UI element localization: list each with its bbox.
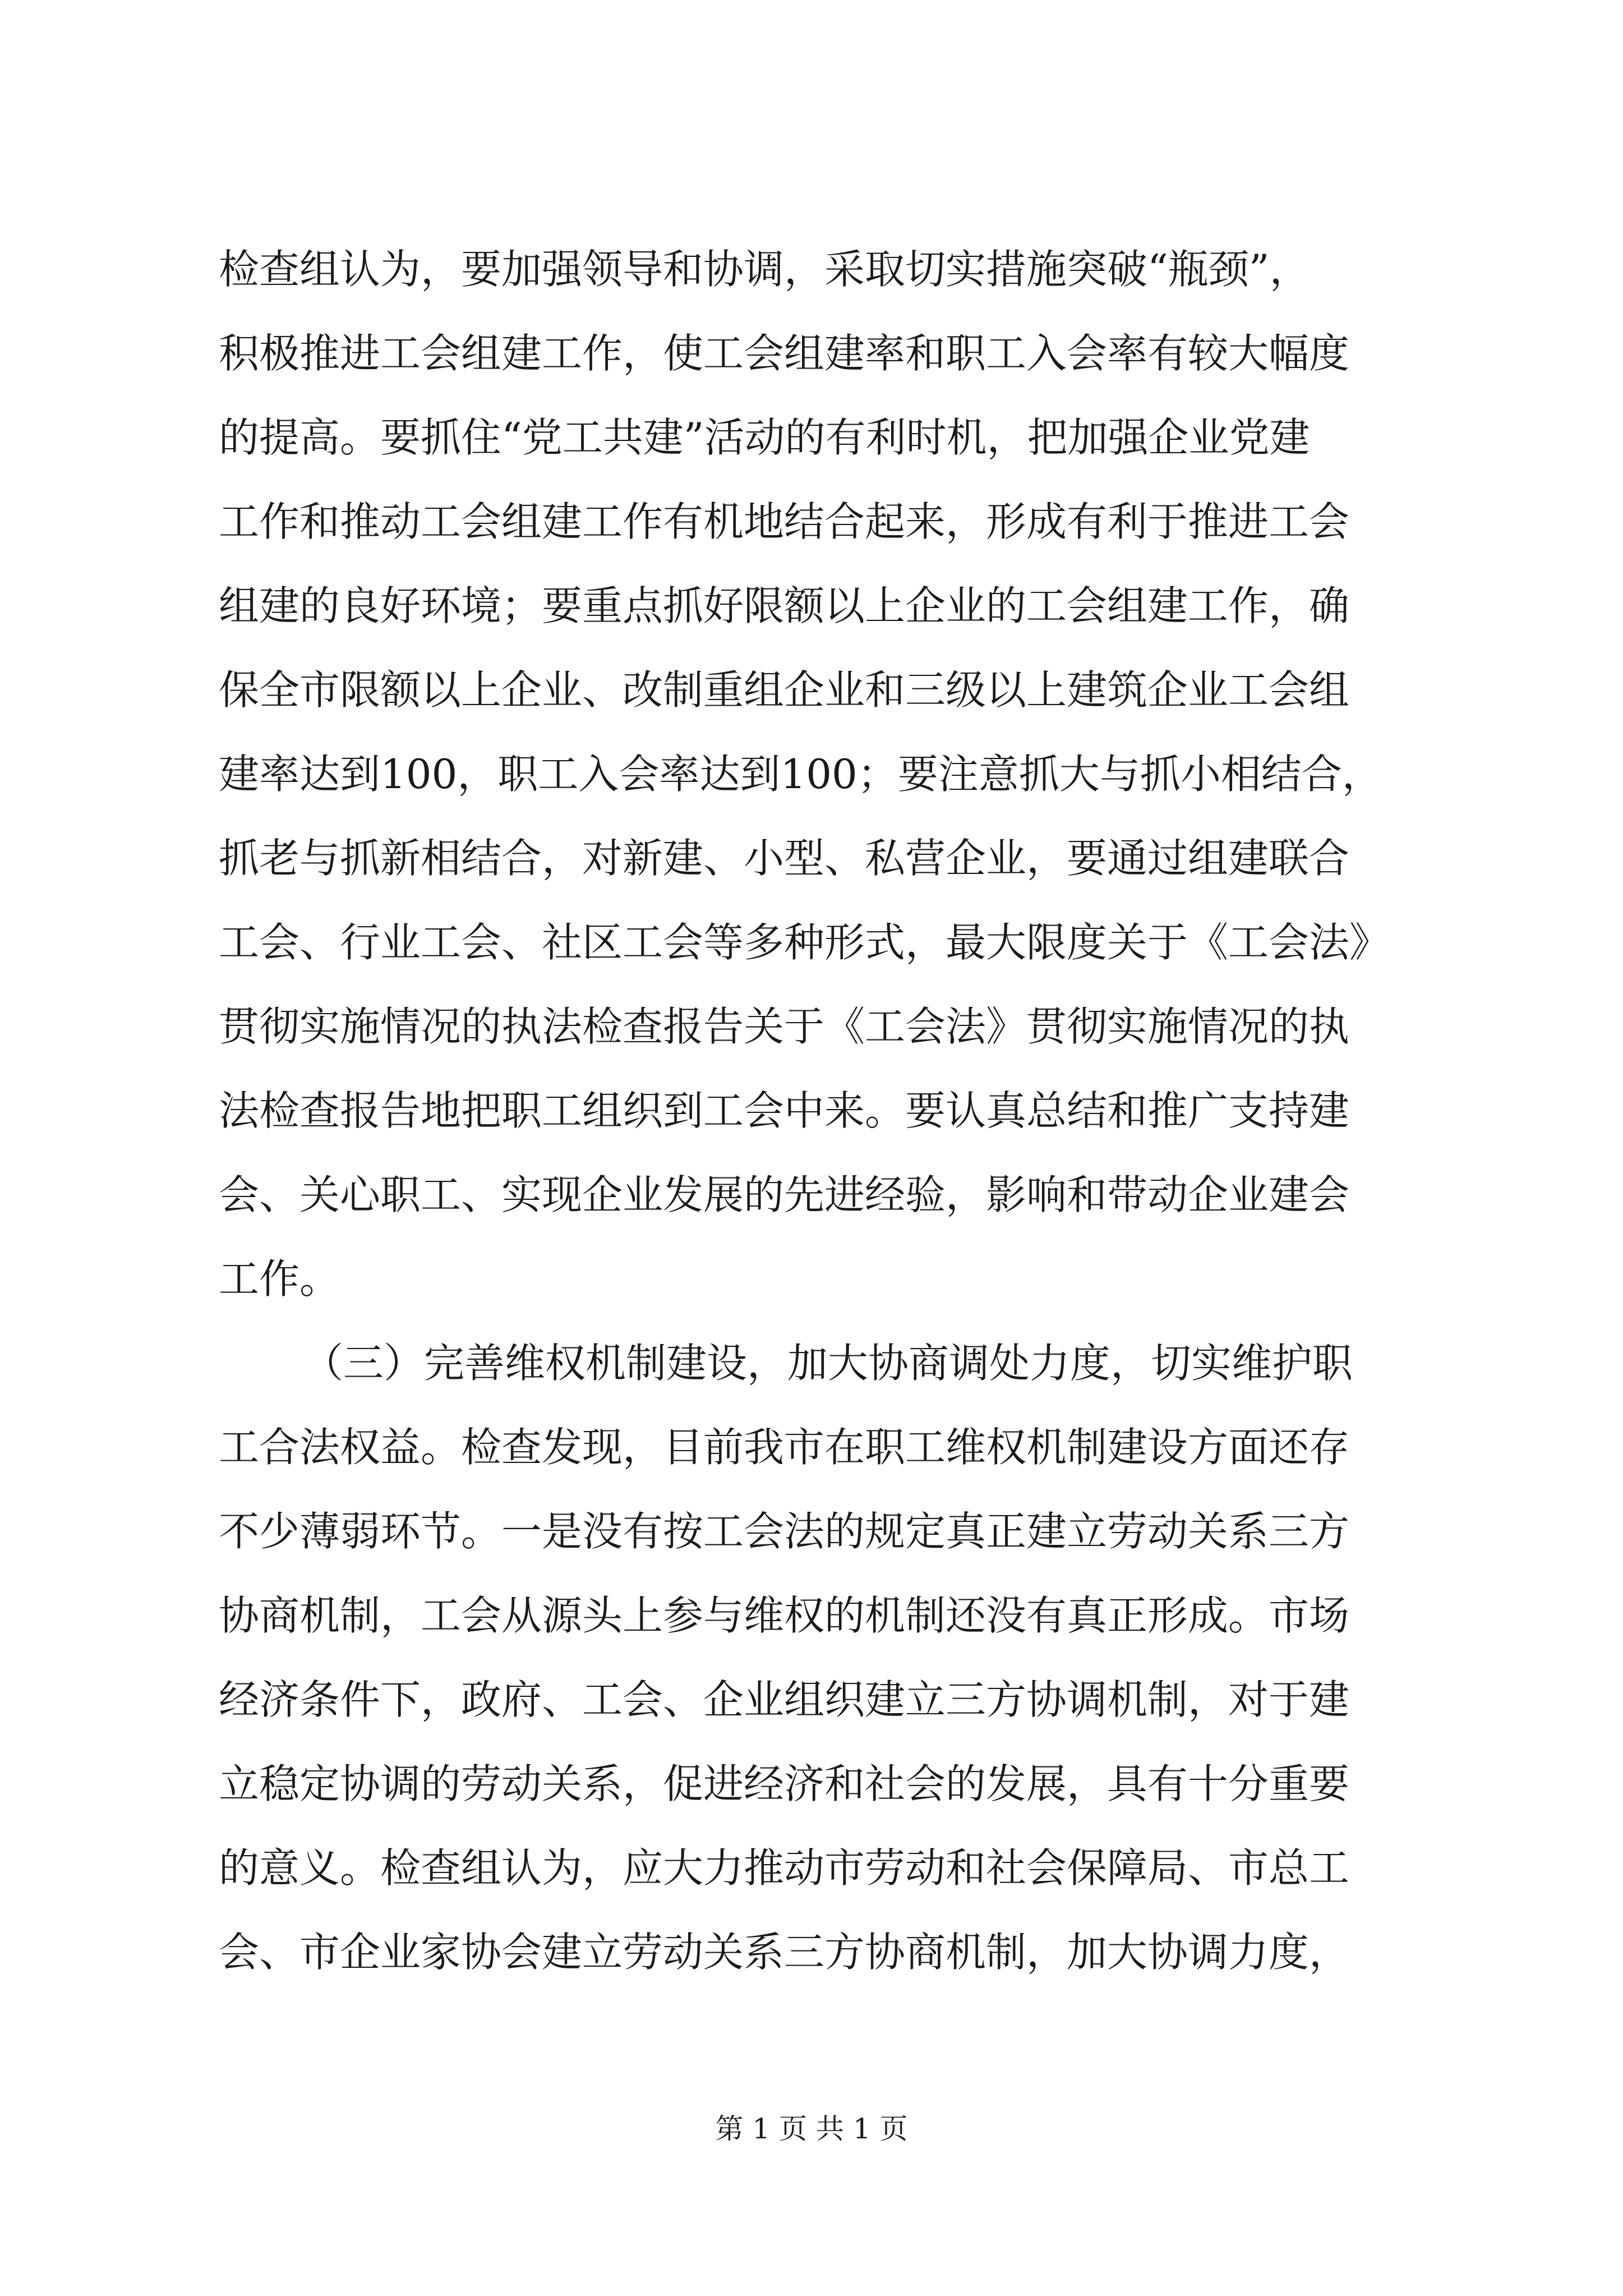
text-line: 工会、行业工会、社区工会等多种形式，最大限度关于《工会法》 [219,919,1390,966]
text-line: 检查组认为，要加强领导和协调，采取切实措施突破“瓶颈”， [219,246,1310,293]
text-line: 的意义。检查组认为，应大力推动市劳动和社会保障局、市总工 [219,1844,1350,1892]
text-line: 建率达到100，职工入会率达到100；要注意抓大与抓小相结合， [219,751,1382,798]
section-heading-line: （三）完善维权机制建设，加大协商调处力度，切实维护职 [303,1340,1353,1387]
text-line: 会、关心职工、实现企业发展的先进经验，影响和带动企业建会 [219,1171,1350,1218]
text-line: 贯彻实施情况的执法检查报告关于《工会法》贯彻实施情况的执 [219,1003,1350,1050]
text-line: 协商机制，工会从源头上参与维权的机制还没有真正形成。市场 [219,1592,1350,1639]
text-line: 工作。 [219,1255,340,1303]
text-line: 工作和推动工会组建工作有机地结合起来，形成有利于推进工会 [219,498,1350,545]
document-body [219,227,1438,1994]
text-line: 会、市企业家协会建立劳动关系三方协商机制，加大协调力度， [219,1929,1350,1976]
page-number-footer: 第 1 页 共 1 页 [715,2113,908,2145]
text-line: 经济条件下，政府、工会、企业组织建立三方协调机制，对于建 [219,1676,1350,1723]
text-line: 不少薄弱环节。一是没有按工会法的规定真正建立劳动关系三方 [219,1508,1350,1555]
text-line: 的提高。要抓住“党工共建”活动的有利时机，把加强企业党建 [219,414,1310,461]
text-line: 保全市限额以上企业、改制重组企业和三级以上建筑企业工会组 [219,666,1350,714]
text-line: 立稳定协调的劳动关系，促进经济和社会的发展，具有十分重要 [219,1760,1350,1807]
text-line: 积极推进工会组建工作，使工会组建率和职工入会率有较大幅度 [219,330,1350,377]
text-line: 法检查报告地把职工组织到工会中来。要认真总结和推广支持建 [219,1087,1350,1134]
text-line: 工合法权益。检查发现，目前我市在职工维权机制建设方面还存 [219,1424,1350,1471]
text-line: 抓老与抓新相结合，对新建、小型、私营企业，要通过组建联合 [219,835,1350,882]
text-line: 组建的良好环境；要重点抓好限额以上企业的工会组建工作，确 [219,582,1350,629]
